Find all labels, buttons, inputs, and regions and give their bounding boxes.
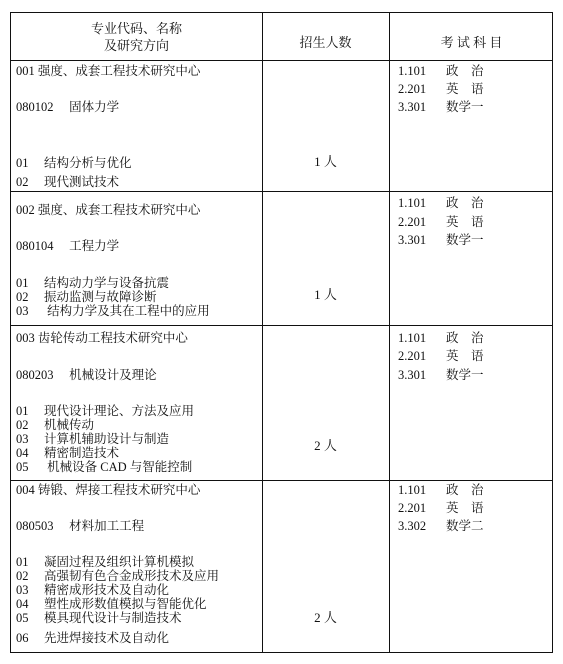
header-exam-column [389, 13, 554, 61]
exam-item [398, 216, 484, 229]
direction-name: 计算机辅助设计与制造 [44, 432, 170, 446]
exam-item [398, 369, 484, 382]
direction-name: 结构力学及其在工程中的应用 [44, 304, 210, 318]
research-center: 001 强度、成套工程技术研究中心 [16, 64, 201, 78]
header-major-line1: 专业代码、名称 [90, 21, 182, 36]
direction-name: 精密制造技术 [44, 446, 120, 460]
exam-item [398, 502, 484, 515]
exam-item [398, 65, 484, 78]
exam-code: 1.101 [398, 331, 427, 345]
exam-item [398, 520, 484, 533]
direction-item [16, 405, 194, 418]
header-count-label: 招生人数 [299, 34, 352, 50]
research-center: 004 铸锻、焊接工程技术研究中心 [16, 483, 201, 497]
direction-item [16, 447, 119, 460]
enrollment-count: 2 人 [314, 610, 337, 625]
exam-subject: 数学一 [446, 100, 484, 114]
enrollment-count: 2 人 [314, 438, 337, 453]
exam-item [398, 332, 484, 345]
enrollment-count: 1 人 [314, 154, 337, 169]
exam-code: 2.201 [398, 215, 427, 229]
direction-number: 03 [16, 583, 29, 597]
direction-item [16, 598, 207, 611]
column-divider [262, 13, 263, 652]
direction-number: 03 [16, 304, 29, 318]
direction-item [16, 419, 94, 432]
direction-item [16, 176, 119, 189]
header-major-line2: 及研究方向 [103, 38, 169, 53]
direction-number: 05 [16, 611, 29, 625]
exam-item [398, 234, 484, 247]
direction-name: 结构分析与优化 [44, 156, 132, 170]
exam-code: 2.201 [398, 349, 427, 363]
major-code-name: 080102 固体力学 [16, 100, 120, 114]
direction-item [16, 157, 132, 170]
direction-name: 凝固过程及组织计算机模拟 [44, 555, 195, 569]
direction-item [16, 461, 192, 474]
direction-number: 02 [16, 290, 29, 304]
exam-item [398, 197, 484, 210]
direction-item [16, 584, 169, 597]
exam-code: 3.301 [398, 100, 427, 114]
direction-item [16, 277, 169, 290]
direction-item [16, 612, 182, 625]
research-center: 003 齿轮传动工程技术研究中心 [16, 331, 188, 345]
exam-subject: 政 治 [446, 483, 484, 497]
exam-code: 2.201 [398, 82, 427, 96]
direction-number: 06 [16, 631, 29, 645]
exam-item [398, 83, 484, 96]
direction-name: 塑性成形数值模拟与智能优化 [44, 597, 207, 611]
exam-subject: 数学一 [446, 368, 484, 382]
exam-code: 1.101 [398, 196, 427, 210]
row-divider [11, 480, 552, 481]
direction-name: 现代设计理论、方法及应用 [44, 404, 195, 418]
direction-item [16, 433, 169, 446]
direction-name: 机械传动 [44, 418, 95, 432]
exam-code: 3.301 [398, 233, 427, 247]
exam-subject: 英 语 [446, 349, 484, 363]
major-code-name: 080104 工程力学 [16, 239, 120, 253]
direction-name: 机械设备 CAD 与智能控制 [44, 460, 193, 474]
exam-subject: 数学二 [446, 519, 484, 533]
direction-name: 结构动力学与设备抗震 [44, 276, 170, 290]
header-exam-label: 考 试 科 目 [440, 34, 503, 50]
exam-code: 3.301 [398, 368, 427, 382]
row-divider [11, 191, 552, 192]
exam-subject: 政 治 [446, 64, 484, 78]
column-divider [389, 13, 390, 652]
direction-name: 先进焊接技术及自动化 [44, 631, 170, 645]
direction-number: 02 [16, 175, 29, 189]
direction-item [16, 291, 157, 304]
exam-subject: 政 治 [446, 331, 484, 345]
direction-item [16, 570, 219, 583]
direction-number: 04 [16, 446, 29, 460]
exam-code: 1.101 [398, 64, 427, 78]
direction-number: 02 [16, 569, 29, 583]
exam-item [398, 350, 484, 363]
exam-subject: 英 语 [446, 501, 484, 515]
direction-item [16, 632, 169, 645]
direction-number: 01 [16, 555, 29, 569]
research-center: 002 强度、成套工程技术研究中心 [16, 203, 201, 217]
exam-subject: 数学一 [446, 233, 484, 247]
major-code-name: 080203 机械设计及理论 [16, 368, 157, 382]
admissions-table [10, 12, 553, 653]
exam-item [398, 101, 484, 114]
exam-code: 3.302 [398, 519, 427, 533]
header-major-column [11, 13, 262, 61]
direction-number: 04 [16, 597, 29, 611]
direction-number: 05 [16, 460, 29, 474]
exam-subject: 英 语 [446, 82, 484, 96]
direction-number: 01 [16, 156, 29, 170]
direction-item [16, 556, 194, 569]
exam-code: 2.201 [398, 501, 427, 515]
direction-name: 振动监测与故障诊断 [44, 290, 157, 304]
exam-code: 1.101 [398, 483, 427, 497]
header-count-column [262, 13, 389, 61]
major-code-name: 080503 材料加工工程 [16, 519, 145, 533]
direction-number: 01 [16, 404, 29, 418]
direction-name: 高强韧有色合金成形技术及应用 [44, 569, 220, 583]
direction-item [16, 305, 210, 318]
direction-number: 03 [16, 432, 29, 446]
direction-name: 模具现代设计与制造技术 [44, 611, 182, 625]
exam-subject: 英 语 [446, 215, 484, 229]
direction-number: 01 [16, 276, 29, 290]
exam-item [398, 484, 484, 497]
exam-subject: 政 治 [446, 196, 484, 210]
direction-name: 精密成形技术及自动化 [44, 583, 170, 597]
direction-name: 现代测试技术 [44, 175, 120, 189]
row-divider [11, 325, 552, 326]
enrollment-count: 1 人 [314, 287, 337, 302]
direction-number: 02 [16, 418, 29, 432]
